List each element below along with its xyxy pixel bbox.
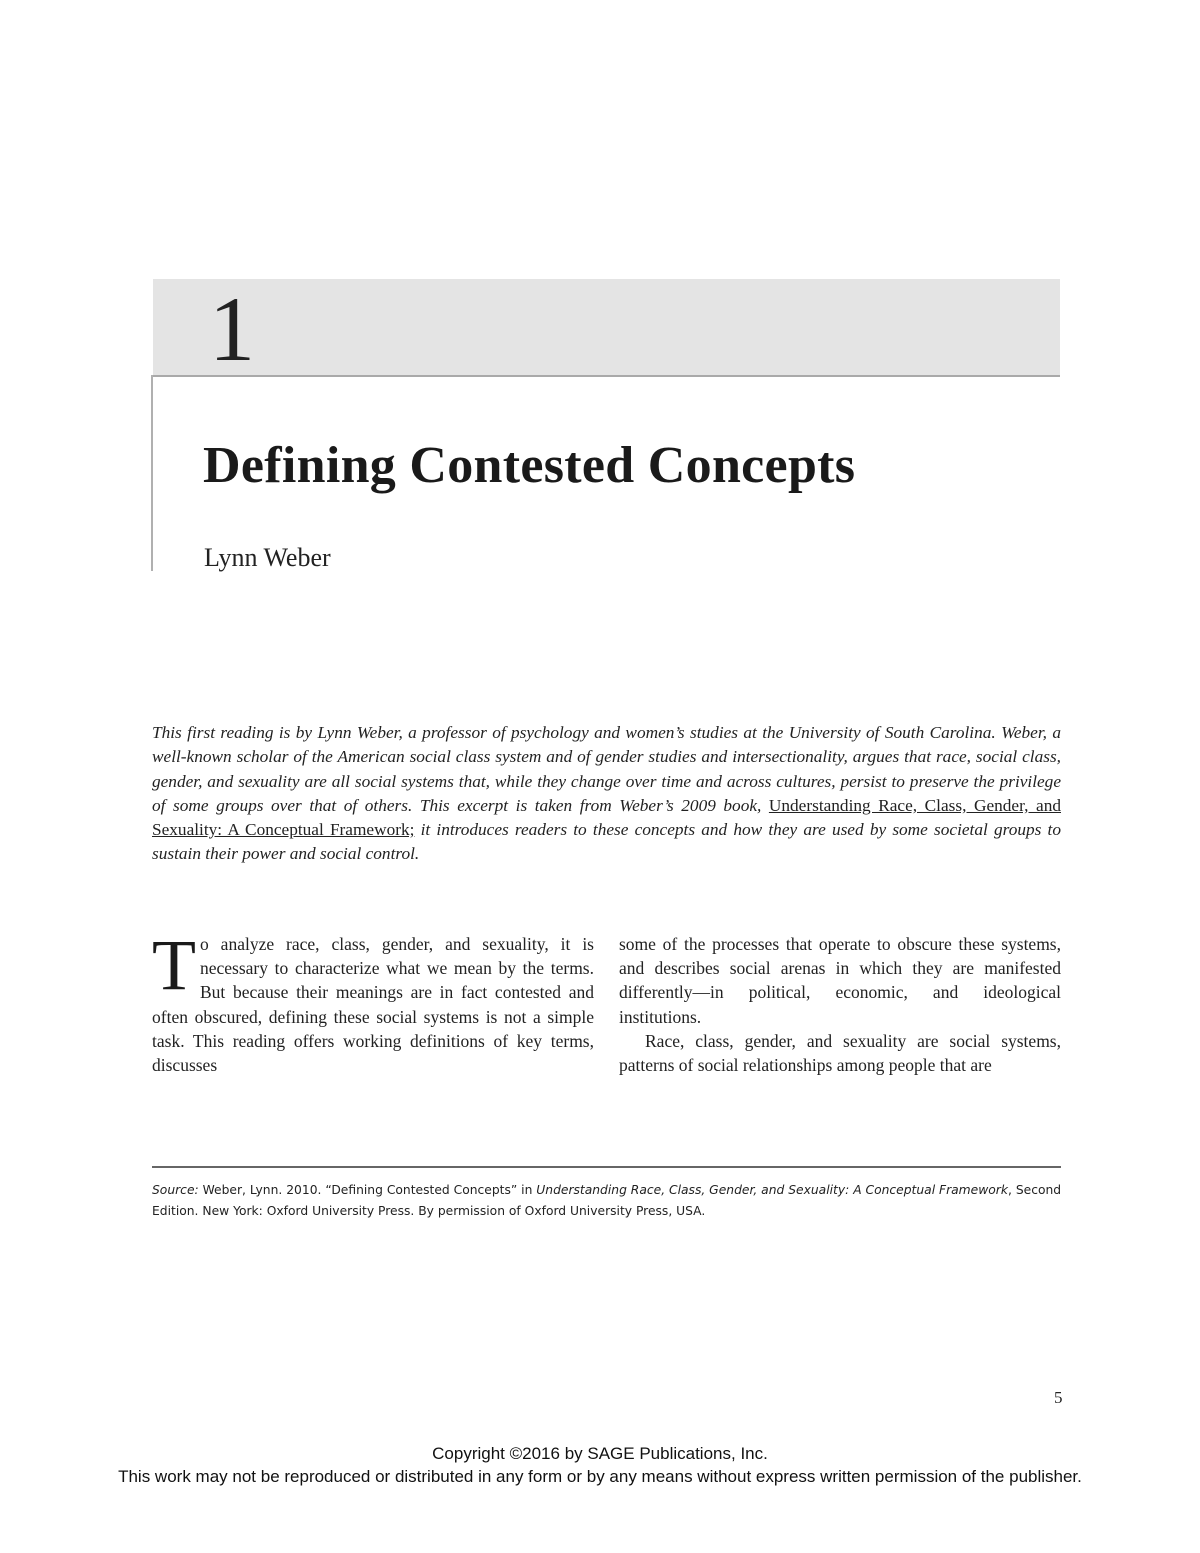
source-book-title: Understanding Race, Class, Gender, and Sexuality: A Conceptual Framework [536, 1183, 1008, 1197]
chapter-abstract [152, 721, 1061, 867]
source-label: Source: [152, 1183, 199, 1197]
drop-cap: T [152, 925, 196, 1005]
reproduction-notice: This work may not be reproduced or distributed in any form or by any means without express written permission of the publisher. [118, 1467, 1082, 1486]
abstract-text-end: it introduces readers to these concepts and how they are used by some societal groups to sustain their power and social control. [152, 820, 1061, 864]
body-column-left [152, 925, 594, 1077]
body-paragraph-continued: some of the processes that operate to obscure these systems, and describes social arenas in which they are manifested differently—in political, economic, and ideological institutions. [619, 934, 1061, 1027]
body-left-text: o analyze race, class, gender, and sexuality, it is necessary to characterize what we mean by the terms. But because their meanings are in fact contested and often obscured, defining these social systems is not a simple task. This reading offers working definitions of key terms, discusses [152, 934, 594, 1076]
abstract-book-title: Understanding Race, Class, Gender, and Sexuality: A Conceptual Framework; [152, 795, 1061, 840]
left-vertical-rule [151, 375, 153, 571]
copyright-notice: Copyright ©2016 by SAGE Publications, Inc. [432, 1444, 768, 1463]
chapter-number: 1 [209, 278, 255, 380]
footnote-divider [152, 1166, 1061, 1168]
body-column-right [619, 932, 1061, 1077]
body-paragraph-1 [152, 925, 594, 1077]
source-text-2: , Second Edition. New York: Oxford University Press. By permission of Oxford University Press, USA. [152, 1183, 1062, 1218]
source-text-1: Weber, Lynn. 2010. “Defining Contested Concepts” in [198, 1183, 537, 1197]
body-paragraph-2: Race, class, gender, and sexuality are social systems, patterns of social relationships among people that are [619, 1030, 1061, 1076]
abstract-text-start: This first reading is by Lynn Weber, a professor of psychology and women’s studies at the University of South Carolina. Weber, a well-known scholar of the American social class system and of gender studies and intersectionality, argues that race, social class, gender, and sexuality are all social systems that, while they change over time and across cultures, persist to preserve the privilege of some groups over that of others. This excerpt is taken from Weber’s 2009 book, [152, 723, 1061, 815]
chapter-author: Lynn Weber [204, 543, 331, 572]
chapter-number-band [153, 278, 1060, 380]
chapter-title: Defining Contested Concepts [203, 437, 856, 494]
source-footnote [152, 1180, 1072, 1222]
page-number: 5 [1054, 1388, 1063, 1407]
